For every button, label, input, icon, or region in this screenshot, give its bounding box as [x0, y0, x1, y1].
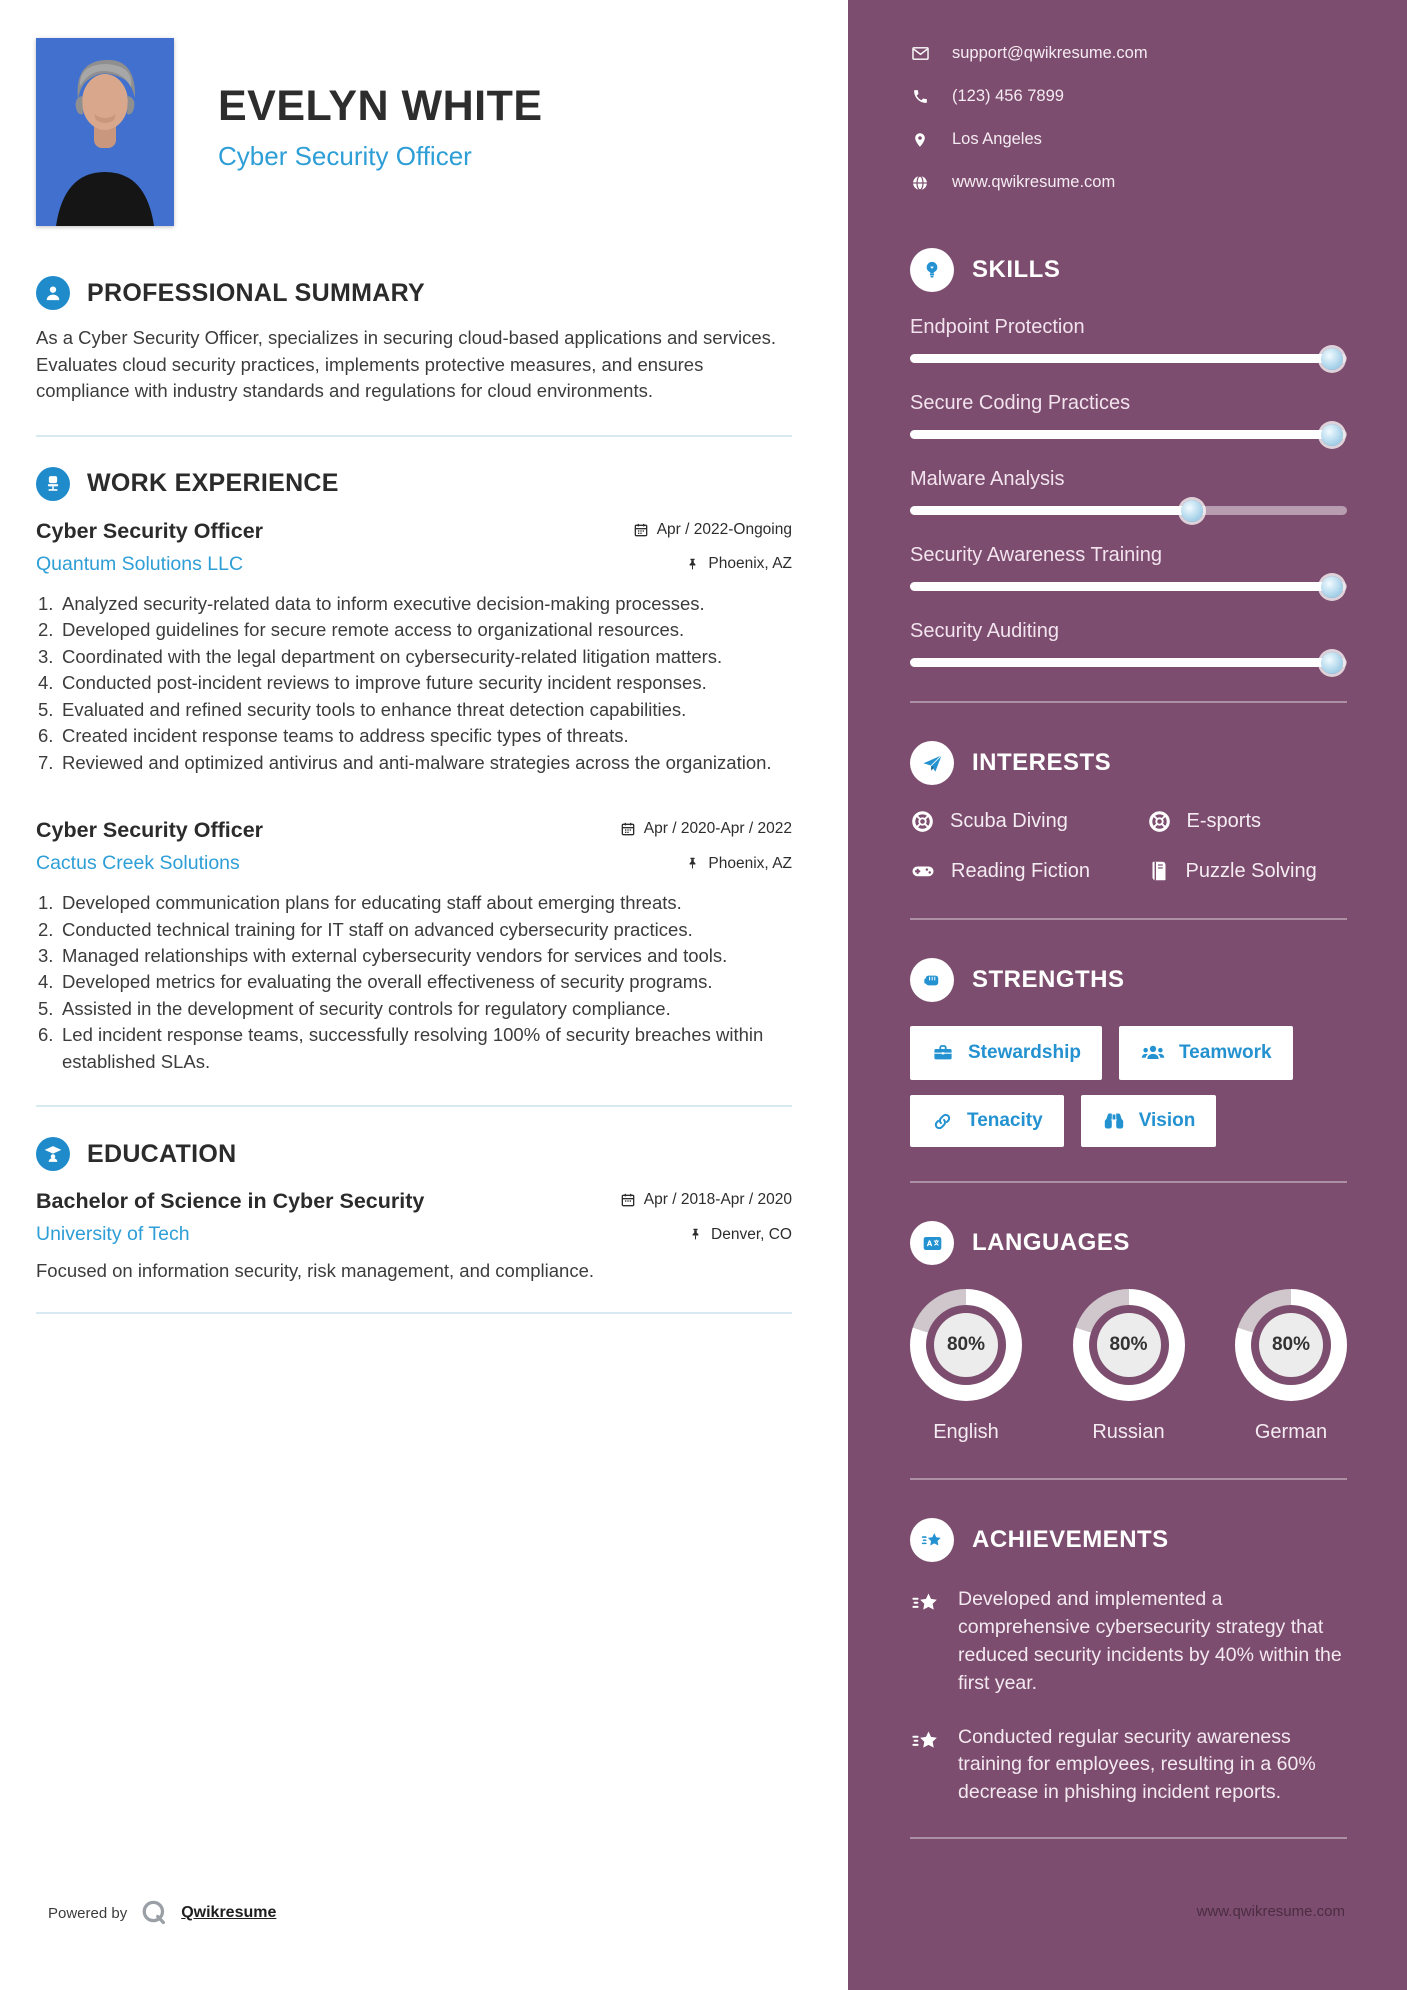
- section-languages: [910, 1221, 1347, 1444]
- job-entry: [36, 818, 792, 1075]
- job-entry: [36, 519, 792, 776]
- bullet-item: Led incident response teams, successfully resolving 100% of security breaches within established SLAs.: [62, 1024, 764, 1072]
- slider-knob[interactable]: [1321, 424, 1343, 446]
- ring-disc: [934, 1313, 998, 1377]
- language-item: [1073, 1289, 1185, 1444]
- contact-phone-text: (123) 456 7899: [952, 87, 1064, 105]
- sidebar-divider: [910, 1478, 1347, 1480]
- interest-label: Reading Fiction: [951, 859, 1090, 882]
- graduation-icon: [36, 1137, 70, 1171]
- job-dates-text: Apr / 2020-Apr / 2022: [643, 820, 792, 838]
- bullet-item: Created incident response teams to address specific types of threats.: [62, 725, 629, 747]
- bullet-item: Developed communication plans for educating staff about emerging threats.: [62, 892, 682, 914]
- job-location-text: Phoenix, AZ: [708, 854, 792, 872]
- education-location: [688, 1226, 792, 1244]
- job-title: Cyber Security Officer: [36, 518, 264, 543]
- contact-website-text: www.qwikresume.com: [952, 173, 1116, 191]
- globe-icon: [910, 174, 930, 192]
- contact-website[interactable]: [910, 173, 1347, 192]
- skill-label: Secure Coding Practices: [910, 392, 1131, 414]
- slider-knob[interactable]: [1321, 348, 1343, 370]
- skill-slider: [910, 658, 1347, 667]
- summary-heading: PROFESSIONAL SUMMARY: [87, 278, 425, 307]
- interest-item: [910, 809, 1147, 834]
- school-row: [36, 1223, 792, 1246]
- team-icon: [1140, 1040, 1166, 1066]
- lifebuoy-icon: [910, 809, 935, 834]
- language-item: [910, 1289, 1022, 1444]
- contact-location-text: Los Angeles: [952, 130, 1042, 148]
- bullet-item: Analyzed security-related data to inform executive decision-making processes.: [62, 592, 705, 614]
- shooting-star-icon: [910, 1726, 941, 1755]
- skill-label: Endpoint Protection: [910, 316, 1085, 338]
- bullet-item: Conducted post-incident reviews to improve future security incident responses.: [62, 672, 707, 694]
- skill-slider: [910, 582, 1347, 591]
- skill-item: [910, 620, 1347, 667]
- education-entry: [36, 1189, 792, 1282]
- strength-badge: [910, 1095, 1064, 1147]
- skill-label: Security Awareness Training: [910, 544, 1162, 566]
- sidebar-divider: [910, 701, 1347, 703]
- language-percent: 80%: [1109, 1334, 1148, 1355]
- person-role: Cyber Security Officer: [218, 141, 472, 172]
- job-title-row: [36, 818, 792, 843]
- contact-phone[interactable]: [910, 87, 1347, 106]
- language-percent: 80%: [1271, 1334, 1311, 1355]
- interests-heading-row: [910, 741, 1347, 785]
- language-rings: [910, 1289, 1347, 1444]
- translate-card-icon: [910, 1221, 954, 1265]
- school-link[interactable]: University of Tech: [36, 1223, 190, 1246]
- bullet-item: Developed metrics for evaluating the overall effectiveness of security programs.: [62, 971, 713, 993]
- work-heading-row: [36, 467, 792, 501]
- skill-slider: [910, 354, 1347, 363]
- language-progress-ring: [1235, 1289, 1347, 1401]
- job-company-row: [36, 553, 792, 576]
- contact-block: [910, 44, 1347, 192]
- pushpin-icon: [685, 856, 700, 871]
- footer: [48, 1898, 276, 1928]
- paper-plane-icon: [910, 741, 954, 785]
- skill-slider: [910, 430, 1347, 439]
- achievement-item: [910, 1586, 1347, 1698]
- education-description: Focused on information security, risk management, and compliance.: [36, 1260, 595, 1282]
- language-label: German: [1254, 1421, 1328, 1443]
- contact-email[interactable]: [910, 44, 1347, 63]
- slider-fill: [910, 430, 1334, 439]
- chain-link-icon: [931, 1110, 954, 1133]
- ring-hole: [926, 1305, 1006, 1385]
- skill-item: [910, 544, 1347, 591]
- skill-item: [910, 468, 1347, 515]
- user-icon: [36, 276, 70, 310]
- job-dates-text: Apr / 2022-Ongoing: [656, 520, 792, 538]
- sidebar-divider: [910, 918, 1347, 920]
- degree-title: Bachelor of Science in Cyber Security: [36, 1189, 425, 1214]
- education-location-text: Denver, CO: [711, 1225, 792, 1243]
- divider: [36, 435, 792, 437]
- language-progress-ring: [910, 1289, 1022, 1401]
- skill-label: Malware Analysis: [910, 468, 1065, 490]
- lightbulb-icon: [910, 248, 954, 292]
- education-heading: EDUCATION: [87, 1139, 237, 1168]
- person-name: EVELYN WHITE: [218, 82, 543, 130]
- strength-label: Teamwork: [1178, 1042, 1272, 1063]
- education-heading-row: [36, 1137, 792, 1171]
- interest-label: Scuba Diving: [950, 810, 1068, 832]
- achievement-text: Conducted regular security awareness training for employees, resulting in a 60% decrease in phishing incident reports.: [958, 1725, 1316, 1804]
- powered-by-label: Powered by: [48, 1904, 128, 1922]
- interests-heading: INTERESTS: [972, 749, 1112, 776]
- achievement-text: Developed and implemented a comprehensive cybersecurity strategy that reduced security incidents by 40% within the first year.: [958, 1588, 1342, 1694]
- slider-fill: [910, 354, 1334, 363]
- lifebuoy-icon: [1147, 809, 1172, 834]
- skills-heading: SKILLS: [972, 256, 1061, 283]
- language-item: [1235, 1289, 1347, 1444]
- strength-label: Stewardship: [968, 1042, 1081, 1063]
- bullet-item: Evaluated and refined security tools to enhance threat detection capabilities.: [62, 698, 687, 720]
- summary-text: As a Cyber Security Officer, specializes in securing cloud-based applications and services. Evaluates cloud security practices, implements protective measures, and ensures compliance with industry standards and regulations for cloud environments.: [36, 327, 777, 402]
- qwikresume-q-logo: [139, 1898, 169, 1928]
- skill-item: [910, 316, 1347, 363]
- section-work-experience: [36, 467, 792, 1075]
- pushpin-icon: [688, 1227, 703, 1242]
- job-location-text: Phoenix, AZ: [708, 555, 792, 573]
- qwikresume-link[interactable]: Qwikresume: [181, 1904, 277, 1921]
- fist-icon: [910, 958, 954, 1002]
- achievement-item: [910, 1724, 1347, 1808]
- profile-photo: [36, 38, 174, 226]
- job-bullet-list: [36, 591, 792, 776]
- contact-email-text: support@qwikresume.com: [952, 44, 1148, 62]
- binoculars-icon: [1102, 1109, 1126, 1133]
- interest-item: [1147, 858, 1347, 884]
- location-pin-icon: [910, 132, 930, 148]
- language-label: English: [933, 1421, 999, 1443]
- language-label: Russian: [1092, 1421, 1165, 1443]
- divider: [36, 1312, 792, 1314]
- sidebar-divider: [910, 1181, 1347, 1183]
- section-skills: [910, 248, 1347, 667]
- degree-row: [36, 1189, 792, 1214]
- interest-item: [1147, 809, 1347, 834]
- strength-label: Tenacity: [967, 1110, 1043, 1131]
- bullet-item: Developed guidelines for secure remote access to organizational resources.: [62, 619, 685, 641]
- slider-knob[interactable]: [1321, 576, 1343, 598]
- company-link[interactable]: Quantum Solutions LLC: [36, 552, 244, 575]
- section-professional-summary: [36, 276, 792, 405]
- job-location: [685, 855, 792, 873]
- skills-heading-row: [910, 248, 1347, 292]
- pushpin-icon: [685, 557, 700, 572]
- achievements-heading-row: [910, 1518, 1347, 1562]
- strengths-heading: STRENGTHS: [972, 966, 1125, 993]
- company-link[interactable]: Cactus Creek Solutions: [36, 852, 240, 875]
- work-heading: WORK EXPERIENCE: [87, 469, 339, 498]
- strength-badge: [1119, 1026, 1293, 1080]
- bullet-item: Conducted technical training for IT staff on advanced cybersecurity practices.: [62, 918, 693, 940]
- bullet-item: Managed relationships with external cybersecurity vendors for services and tools.: [62, 944, 728, 966]
- slider-fill: [910, 582, 1334, 591]
- shooting-star-icon: [910, 1588, 941, 1617]
- job-title-row: [36, 519, 792, 544]
- calendar-icon: [620, 821, 636, 837]
- section-education: [36, 1137, 792, 1282]
- phone-icon: [910, 88, 930, 105]
- section-strengths: [910, 958, 1347, 1147]
- sidebar: [848, 0, 1407, 1990]
- strength-label: Vision: [1138, 1110, 1196, 1131]
- header: [36, 38, 792, 226]
- interests-grid: [910, 809, 1347, 884]
- calendar-icon: [633, 522, 649, 538]
- contact-location[interactable]: [910, 130, 1347, 149]
- ring-hole: [1251, 1305, 1331, 1385]
- strengths-heading-row: [910, 958, 1347, 1002]
- ring-disc: [1259, 1313, 1323, 1377]
- language-progress-ring: [1073, 1289, 1185, 1401]
- envelope-icon: [910, 44, 930, 63]
- calendar-icon: [620, 1192, 636, 1208]
- job-dates: [633, 521, 792, 539]
- slider-knob[interactable]: [1181, 500, 1203, 522]
- language-percent: 80%: [946, 1334, 986, 1355]
- job-bullet-list: [36, 890, 792, 1075]
- interest-item: [910, 858, 1147, 884]
- education-dates-text: Apr / 2018-Apr / 2020: [643, 1191, 792, 1209]
- achievements-heading: ACHIEVEMENTS: [972, 1526, 1169, 1553]
- interest-label: E-sports: [1186, 810, 1261, 832]
- briefcase-icon: [931, 1041, 955, 1065]
- office-chair-icon: [36, 467, 70, 501]
- job-dates: [620, 820, 792, 838]
- job-company-row: [36, 852, 792, 875]
- skill-label: Security Auditing: [910, 620, 1059, 642]
- skill-slider: [910, 506, 1347, 515]
- gamepad-icon: [910, 858, 936, 884]
- bullet-item: Reviewed and optimized antivirus and anti-malware strategies across the organization.: [62, 751, 772, 773]
- ring-disc: [1097, 1313, 1161, 1377]
- interest-label: Puzzle Solving: [1185, 859, 1317, 882]
- book-icon: [1147, 859, 1171, 883]
- portrait-photo-illustration: [36, 38, 174, 226]
- slider-fill: [910, 506, 1194, 515]
- strength-badge: [1081, 1095, 1217, 1147]
- languages-heading: LANGUAGES: [972, 1229, 1130, 1256]
- education-dates: [620, 1191, 792, 1209]
- identity: [218, 38, 543, 172]
- bullet-item: Coordinated with the legal department on cybersecurity-related litigation matters.: [62, 645, 723, 667]
- section-interests: [910, 741, 1347, 884]
- divider: [36, 1105, 792, 1107]
- job-title: Cyber Security Officer: [36, 818, 264, 843]
- watermark: www.qwikresume.com: [1196, 1903, 1345, 1920]
- strength-badges: [910, 1026, 1347, 1147]
- strength-badge: [910, 1026, 1102, 1080]
- shooting-star-icon: [910, 1518, 954, 1562]
- sidebar-divider: [910, 1837, 1347, 1839]
- skill-item: [910, 392, 1347, 439]
- ring-hole: [1089, 1305, 1169, 1385]
- summary-heading-row: [36, 276, 792, 310]
- languages-heading-row: [910, 1221, 1347, 1265]
- bullet-item: Assisted in the development of security controls for regulatory compliance.: [62, 997, 671, 1019]
- slider-fill: [910, 658, 1334, 667]
- slider-knob[interactable]: [1321, 652, 1343, 674]
- job-location: [685, 555, 792, 573]
- section-achievements: [910, 1518, 1347, 1807]
